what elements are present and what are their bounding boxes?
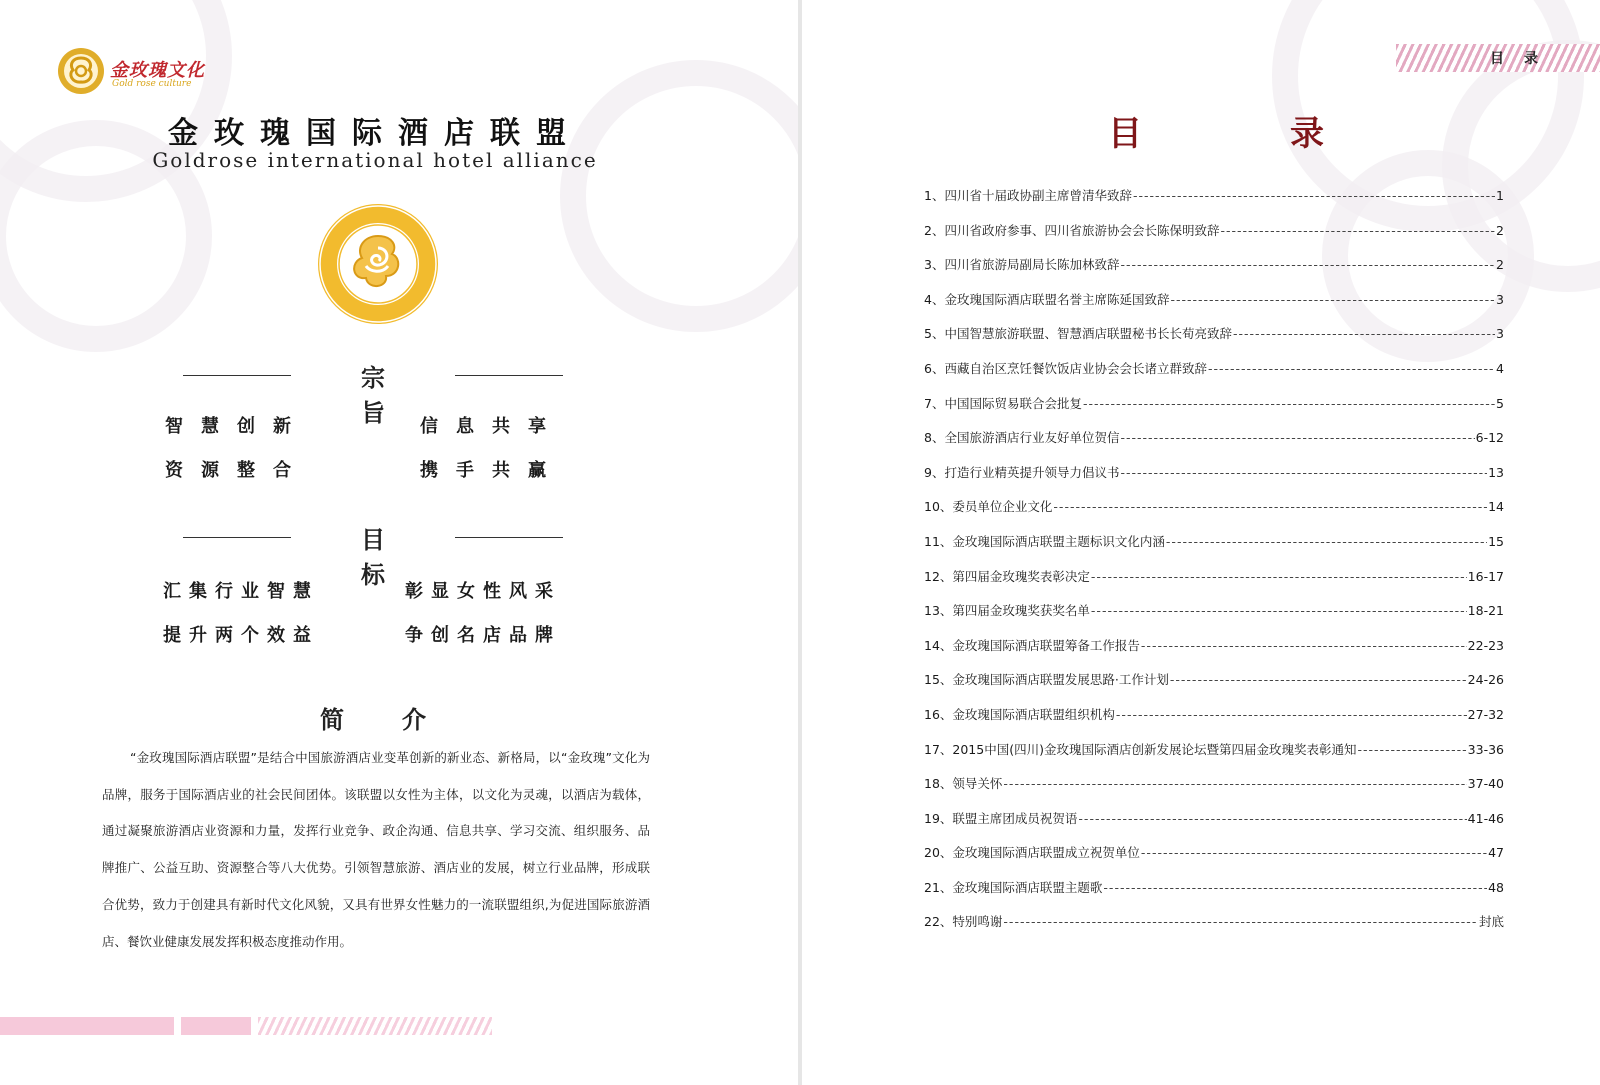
decorative-bar bbox=[0, 1017, 174, 1035]
toc-item[interactable] bbox=[924, 290, 1504, 325]
toc-item-number: 4、 bbox=[924, 291, 945, 307]
goals-heading bbox=[183, 520, 563, 589]
toc-item-title: 特别鸣谢 bbox=[952, 914, 1003, 930]
toc-item-page: 41-46 bbox=[1467, 810, 1504, 826]
alliance-title-cn: 金玫瑰国际酒店联盟 bbox=[168, 116, 582, 151]
toc-item-title: 领导关怀 bbox=[952, 776, 1003, 792]
toc-leader bbox=[1120, 257, 1495, 272]
toc-item-number: 21、 bbox=[924, 879, 953, 895]
decorative-bar bbox=[181, 1017, 251, 1035]
toc-leader bbox=[1003, 914, 1478, 929]
toc-item-number: 1、 bbox=[924, 188, 945, 203]
toc-leader bbox=[1166, 534, 1487, 549]
toc-item-number: 8、 bbox=[924, 430, 945, 446]
toc-item[interactable] bbox=[924, 463, 1504, 498]
toc-item-page: 16-17 bbox=[1467, 568, 1504, 584]
toc-item-page: 15 bbox=[1488, 533, 1504, 549]
toc-item[interactable] bbox=[924, 912, 1504, 947]
toc-item-title: 全国旅游酒店行业友好单位贺信 bbox=[944, 430, 1120, 446]
toc-item-title: 委员单位企业文化 bbox=[952, 499, 1053, 515]
toc-item[interactable] bbox=[924, 636, 1504, 671]
brand-name-en: Gold rose culture bbox=[112, 79, 192, 89]
toc-item-page: 33-36 bbox=[1467, 741, 1504, 757]
toc-item-title: 西藏自治区烹饪餐饮饭店业协会会长诸立群致辞 bbox=[944, 360, 1207, 376]
purpose-item: 信息共享 bbox=[420, 416, 564, 437]
goal-item: 彰显女性风采 bbox=[405, 581, 561, 602]
toc-item-title: 中国国际贸易联合会批复 bbox=[944, 395, 1082, 411]
toc-item-title: 金玫瑰国际酒店联盟成立祝贺单位 bbox=[952, 845, 1140, 861]
toc-item[interactable] bbox=[924, 186, 1504, 221]
toc-item-number: 9、 bbox=[924, 464, 945, 480]
toc-item[interactable] bbox=[924, 670, 1504, 705]
toc-item-title: 金玫瑰国际酒店联盟组织机构 bbox=[952, 706, 1115, 722]
toc-item-number: 5、 bbox=[924, 326, 945, 342]
toc-leader bbox=[1233, 326, 1495, 341]
purpose-heading-text: 宗旨 bbox=[361, 363, 441, 427]
toc-item[interactable] bbox=[924, 221, 1504, 256]
toc-leader bbox=[1141, 845, 1487, 860]
toc-item-number: 11、 bbox=[924, 533, 953, 549]
goal-item: 汇集行业智慧 bbox=[163, 581, 319, 602]
toc-list bbox=[924, 186, 1504, 947]
toc-item-title: 四川省旅游局副局长陈加林致辞 bbox=[944, 257, 1120, 273]
toc-item-page: 22-23 bbox=[1467, 637, 1504, 653]
toc-leader bbox=[1083, 396, 1495, 411]
toc-item-number: 17、 bbox=[924, 741, 953, 757]
purpose-item: 携手共赢 bbox=[420, 460, 564, 481]
toc-item-page: 27-32 bbox=[1467, 706, 1504, 722]
toc-leader bbox=[1170, 672, 1467, 687]
toc-leader bbox=[1120, 430, 1474, 445]
toc-item[interactable] bbox=[924, 359, 1504, 394]
toc-leader bbox=[1133, 188, 1495, 203]
toc-item-page: 5 bbox=[1496, 395, 1504, 411]
toc-item[interactable] bbox=[924, 532, 1504, 567]
toc-item-number: 22、 bbox=[924, 914, 953, 930]
toc-item-page: 37-40 bbox=[1467, 776, 1504, 792]
toc-item[interactable] bbox=[924, 497, 1504, 532]
toc-leader bbox=[1053, 499, 1487, 514]
toc-item-page: 2 bbox=[1496, 222, 1504, 238]
toc-item-page: 13 bbox=[1488, 464, 1504, 480]
toc-item-page: 3 bbox=[1496, 291, 1504, 307]
toc-item-page: 14 bbox=[1488, 499, 1504, 515]
toc-item-number: 13、 bbox=[924, 603, 953, 619]
toc-item[interactable] bbox=[924, 774, 1504, 809]
brand-name: 金玫瑰文化 bbox=[110, 60, 205, 81]
toc-item-title: 金玫瑰国际酒店联盟发展思路·工作计划 bbox=[952, 672, 1169, 688]
toc-item-page: 47 bbox=[1488, 845, 1504, 861]
alliance-title-en: Goldrose international hotel alliance bbox=[152, 148, 598, 172]
toc-leader bbox=[1116, 707, 1467, 722]
toc-item-number: 6、 bbox=[924, 360, 945, 376]
toc-item-page: 1 bbox=[1496, 188, 1504, 203]
toc-item-title: 打造行业精英提升领导力倡议书 bbox=[944, 464, 1120, 480]
toc-item-title: 联盟主席团成员祝贺语 bbox=[952, 810, 1078, 826]
toc-leader bbox=[1091, 603, 1467, 618]
divider bbox=[183, 375, 291, 376]
toc-item-title: 四川省十届政协副主席曾清华致辞 bbox=[944, 188, 1132, 203]
toc-item-number: 12、 bbox=[924, 568, 953, 584]
toc-title: 目录 bbox=[1108, 114, 1472, 154]
toc-item[interactable] bbox=[924, 255, 1504, 290]
toc-leader bbox=[1078, 811, 1466, 826]
toc-item-title: 金玫瑰国际酒店联盟主题标识文化内涵 bbox=[952, 533, 1165, 549]
divider bbox=[455, 537, 563, 538]
toc-item-page: 3 bbox=[1496, 326, 1504, 342]
toc-item-number: 14、 bbox=[924, 637, 953, 653]
toc-item-number: 2、 bbox=[924, 222, 945, 238]
toc-item[interactable] bbox=[924, 601, 1504, 636]
intro-body: “金玫瑰国际酒店联盟”是结合中国旅游酒店业变革创新的新业态、新格局，以“金玫瑰”文化为品牌，服务于国际酒店业的社会民间团体。该联盟以女性为主体，以文化为灵魂，以酒店为载体，通过凝聚旅游酒店业资源和力量，发挥行业竞争、政企沟通、信息共享、学习交流、组织服务、品牌推广、公益互助、资源整合等八大优势。引领智慧旅游、酒店业的发展，树立行业品牌，形成联合优势，致力于创建具有新时代文化风貌，又具有世界女性魅力的一流联盟组织,为促进国际旅游酒店、餐饮业健康发展发挥积极态度推动作用。 bbox=[102, 750, 650, 949]
toc-item-title: 四川省政府参事、四川省旅游协会会长陈保明致辞 bbox=[944, 222, 1220, 238]
section-tab-label: 目录 bbox=[1490, 51, 1558, 67]
toc-item-title: 金玫瑰国际酒店联盟主题歌 bbox=[952, 879, 1103, 895]
toc-leader bbox=[1091, 569, 1467, 584]
toc-item-number: 7、 bbox=[924, 395, 945, 411]
right-page bbox=[802, 0, 1600, 1085]
toc-item[interactable] bbox=[924, 705, 1504, 740]
toc-item-title: 中国智慧旅游联盟、智慧酒店联盟秘书长长荀亮致辞 bbox=[944, 326, 1232, 342]
toc-item-title: 2015中国(四川)金玫瑰国际酒店创新发展论坛暨第四届金玫瑰奖表彰通知 bbox=[952, 741, 1357, 757]
section-tab bbox=[1396, 44, 1600, 72]
alliance-seal-icon bbox=[316, 202, 440, 326]
toc-leader bbox=[1103, 880, 1487, 895]
brand-logo-icon bbox=[56, 46, 106, 96]
toc-item-page: 4 bbox=[1496, 360, 1504, 376]
toc-item[interactable] bbox=[924, 843, 1504, 878]
toc-leader bbox=[1141, 638, 1467, 653]
toc-item-page: 6-12 bbox=[1475, 430, 1504, 446]
toc-item-title: 第四届金玫瑰奖获奖名单 bbox=[952, 603, 1090, 619]
toc-leader bbox=[1170, 292, 1495, 307]
toc-item-number: 19、 bbox=[924, 810, 953, 826]
toc-item-page: 48 bbox=[1488, 879, 1504, 895]
purpose-item: 资源整合 bbox=[165, 460, 309, 481]
toc-item-page: 18-21 bbox=[1467, 603, 1504, 619]
toc-item-number: 3、 bbox=[924, 257, 945, 273]
toc-item[interactable] bbox=[924, 428, 1504, 463]
toc-leader bbox=[1120, 465, 1487, 480]
toc-item[interactable] bbox=[924, 394, 1504, 429]
toc-item[interactable] bbox=[924, 809, 1504, 844]
toc-item[interactable] bbox=[924, 324, 1504, 359]
toc-item-number: 20、 bbox=[924, 845, 953, 861]
purpose-item: 智慧创新 bbox=[165, 416, 309, 437]
toc-item[interactable] bbox=[924, 740, 1504, 775]
decorative-stripes bbox=[258, 1017, 492, 1035]
toc-item[interactable] bbox=[924, 878, 1504, 913]
goal-item: 提升两个效益 bbox=[163, 625, 319, 646]
watermark-swirl bbox=[560, 60, 798, 332]
toc-item-title: 金玫瑰国际酒店联盟筹备工作报告 bbox=[952, 637, 1140, 653]
toc-item-number: 15、 bbox=[924, 672, 953, 688]
toc-item-number: 18、 bbox=[924, 776, 953, 792]
toc-item-page: 24-26 bbox=[1467, 672, 1504, 688]
toc-item-title: 第四届金玫瑰奖表彰决定 bbox=[952, 568, 1090, 584]
toc-leader bbox=[1208, 361, 1495, 376]
toc-item[interactable] bbox=[924, 567, 1504, 602]
toc-item-number: 16、 bbox=[924, 706, 953, 722]
toc-leader bbox=[1003, 776, 1466, 791]
intro-heading: 简介 bbox=[320, 705, 484, 734]
goal-item: 争创名店品牌 bbox=[405, 625, 561, 646]
toc-item-title: 金玫瑰国际酒店联盟名誉主席陈延国致辞 bbox=[944, 291, 1170, 307]
toc-leader bbox=[1357, 742, 1466, 757]
toc-leader bbox=[1220, 223, 1495, 238]
toc-item-number: 10、 bbox=[924, 499, 953, 515]
toc-item-page: 2 bbox=[1496, 257, 1504, 273]
toc-item-page: 封底 bbox=[1478, 914, 1504, 930]
divider bbox=[183, 537, 291, 538]
goals-heading-text: 目标 bbox=[361, 525, 441, 589]
divider bbox=[455, 375, 563, 376]
left-page bbox=[0, 0, 798, 1085]
